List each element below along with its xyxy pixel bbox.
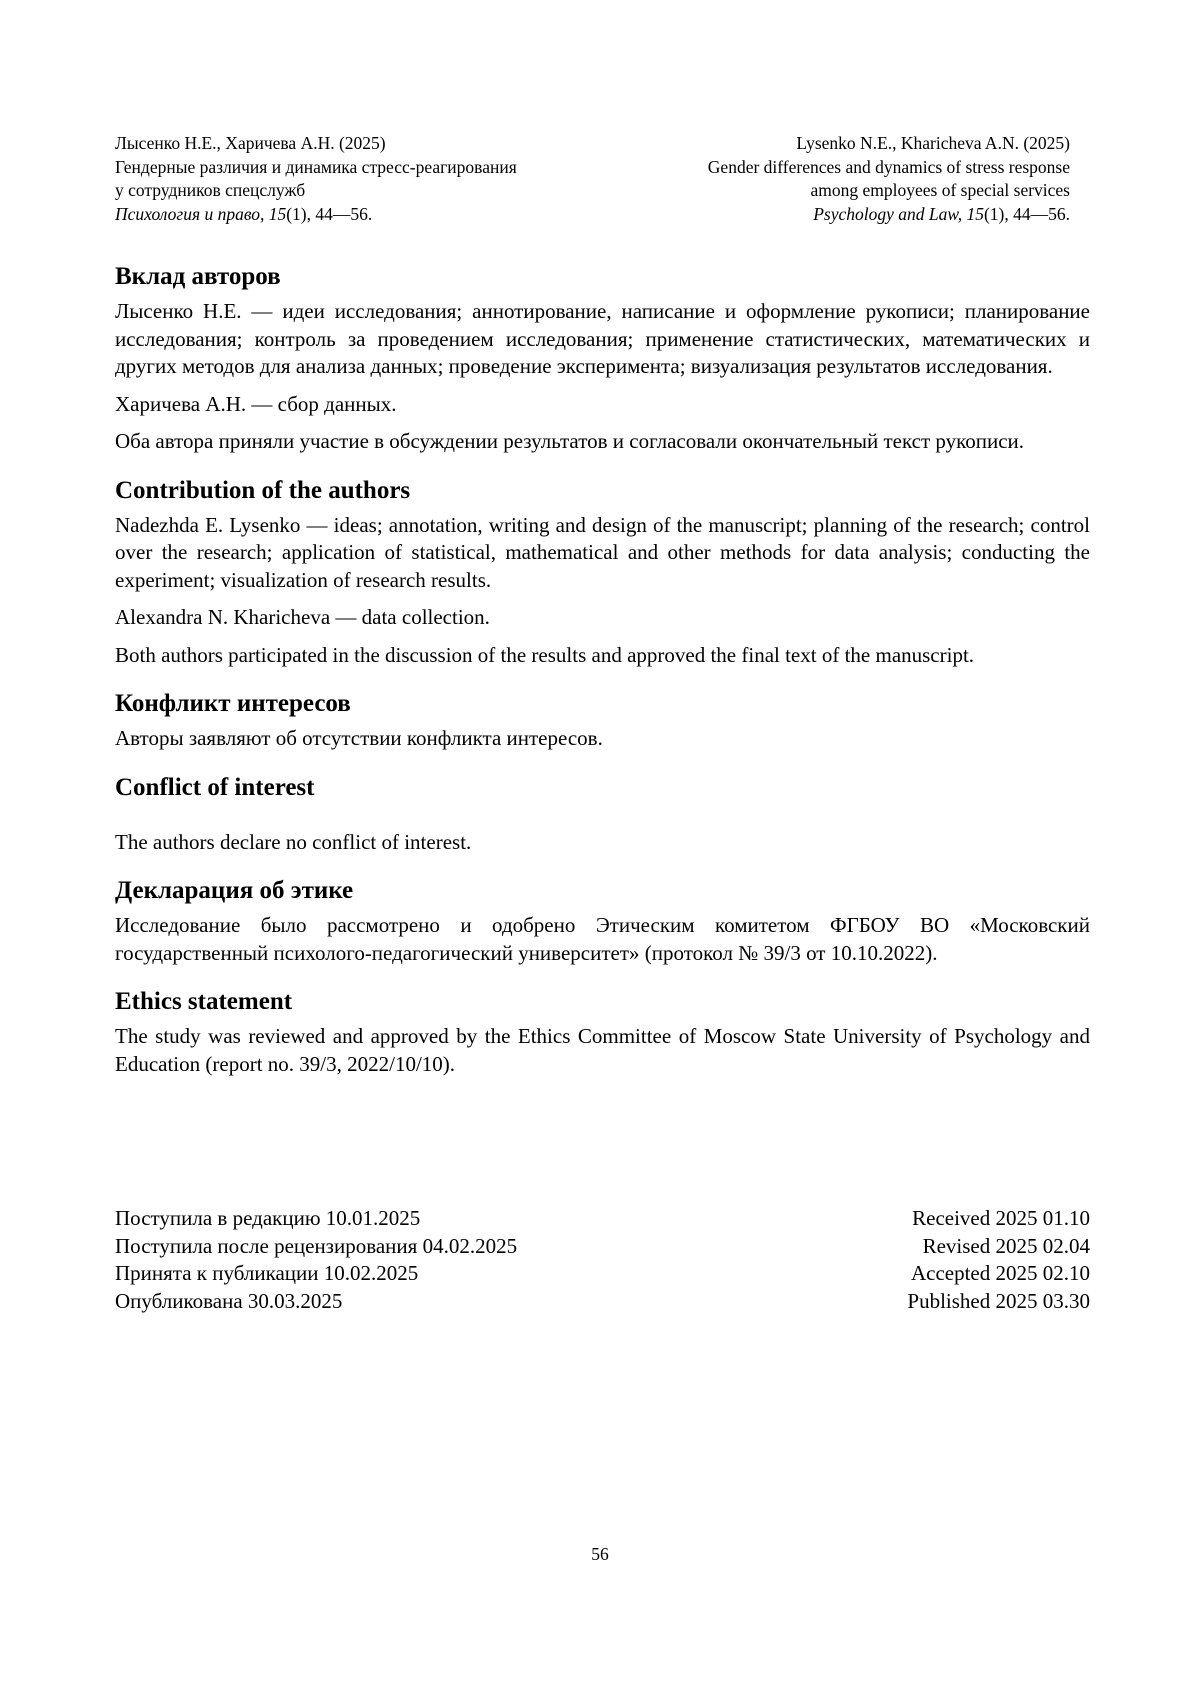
- date-revised-ru: Поступила после рецензирования 04.02.2025: [115, 1233, 518, 1258]
- paragraph-contribution-en-2: Alexandra N. Kharicheva — data collection.: [115, 605, 490, 629]
- section-title-contribution-ru: Вклад авторов: [115, 263, 281, 290]
- section-conflict-ru: [115, 689, 1090, 753]
- main-content: [115, 262, 1090, 1098]
- paragraph-contribution-ru-1: Лысенко Н.Е. — идеи исследования; аннотирование, написание и оформление рукописи; планирование исследования; контроль за проведением исследования; применение статистических, математических и других методов для анализа данных; проведение эксперимента; визуализация результатов исследования.: [115, 299, 1090, 378]
- paragraph-ethics-ru: Исследование было рассмотрено и одобрено Этическим комитетом ФГБОУ ВО «Московский государственный психолого-педагогический университет» (протокол № 39/3 от 10.10.2022).: [115, 913, 1090, 965]
- date-received-en: Received 2025 01.10: [912, 1206, 1090, 1230]
- running-header: [115, 132, 1070, 226]
- header-ru-volume: 15: [268, 203, 287, 224]
- header-en-volume: 15: [966, 203, 984, 224]
- header-ru-title-line1: Гендерные различия и динамика стресс-реагирования: [115, 156, 517, 177]
- header-en-title-line1: Gender differences and dynamics of stress response: [707, 156, 1070, 177]
- paragraph-conflict-ru: Авторы заявляют об отсутствии конфликта интересов.: [115, 726, 603, 750]
- section-ethics-en: [115, 987, 1090, 1078]
- header-en-authors: Lysenko N.E., Kharicheva A.N. (2025): [796, 133, 1070, 153]
- section-contribution-en: [115, 476, 1090, 670]
- date-published-en: Published 2025 03.30: [907, 1288, 1090, 1313]
- section-title-conflict-en: Conflict of interest: [115, 773, 315, 801]
- dates-en: [907, 1205, 1090, 1315]
- page-number: 56: [591, 1544, 609, 1564]
- header-en-journal: [813, 203, 1070, 227]
- section-conflict-en: [115, 773, 1090, 857]
- paragraph-conflict-en: The authors declare no conflict of interest.: [115, 829, 472, 854]
- publication-dates: [115, 1205, 1090, 1315]
- paragraph-contribution-ru-3: Оба автора приняли участие в обсуждении результатов и согласовали окончательный текст рукописи.: [115, 429, 1025, 453]
- header-citation-en: [708, 132, 1070, 226]
- header-citation-ru: [115, 132, 517, 226]
- header-ru-journal: [115, 203, 517, 227]
- date-accepted-en: Accepted 2025 02.10: [910, 1261, 1090, 1285]
- date-published-ru: Опубликована 30.03.2025: [115, 1288, 343, 1313]
- section-title-ethics-ru: Декларация об этике: [115, 877, 354, 904]
- section-contribution-ru: [115, 262, 1090, 456]
- section-title-contribution-en: Contribution of the authors: [115, 476, 411, 504]
- header-ru-title-line2: у сотрудников спецслужб: [115, 180, 306, 200]
- dates-ru: [115, 1205, 517, 1315]
- paragraph-contribution-ru-2: Харичева А.Н. — сбор данных.: [115, 391, 397, 416]
- section-ethics-ru: [115, 876, 1090, 967]
- header-ru-journal-name: Психология и право,: [115, 203, 265, 224]
- header-en-title-line2: among employees of special services: [810, 180, 1070, 200]
- date-revised-en: Revised 2025 02.04: [922, 1233, 1090, 1258]
- header-en-issue-pages: (1), 44—56.: [983, 203, 1070, 224]
- section-title-conflict-ru: Конфликт интересов: [115, 690, 351, 717]
- section-title-ethics-en: Ethics statement: [115, 988, 293, 1015]
- paragraph-contribution-en-1: Nadezhda E. Lysenko — ideas; annotation, writing and design of the manuscript; planning of the research; control over the research; application of statistical, mathematical and other methods for data analysis; conducting the experiment; visualization of research results.: [115, 512, 1090, 592]
- paragraph-ethics-en: The study was reviewed and approved by the Ethics Committee of Moscow State University of Psychology and Education (report no. 39/3, 2022/10/10).: [115, 1024, 1090, 1076]
- header-ru-authors: Лысенко Н.Е., Харичева А.Н. (2025): [115, 133, 386, 153]
- header-ru-issue-pages: (1), 44—56.: [286, 203, 373, 224]
- date-accepted-ru: Принята к публикации 10.02.2025: [115, 1261, 419, 1285]
- date-received-ru: Поступила в редакцию 10.01.2025: [115, 1206, 421, 1230]
- header-en-journal-name: Psychology and Law,: [813, 203, 963, 224]
- paragraph-contribution-en-3: Both authors participated in the discussion of the results and approved the final text of the manuscript.: [115, 642, 975, 667]
